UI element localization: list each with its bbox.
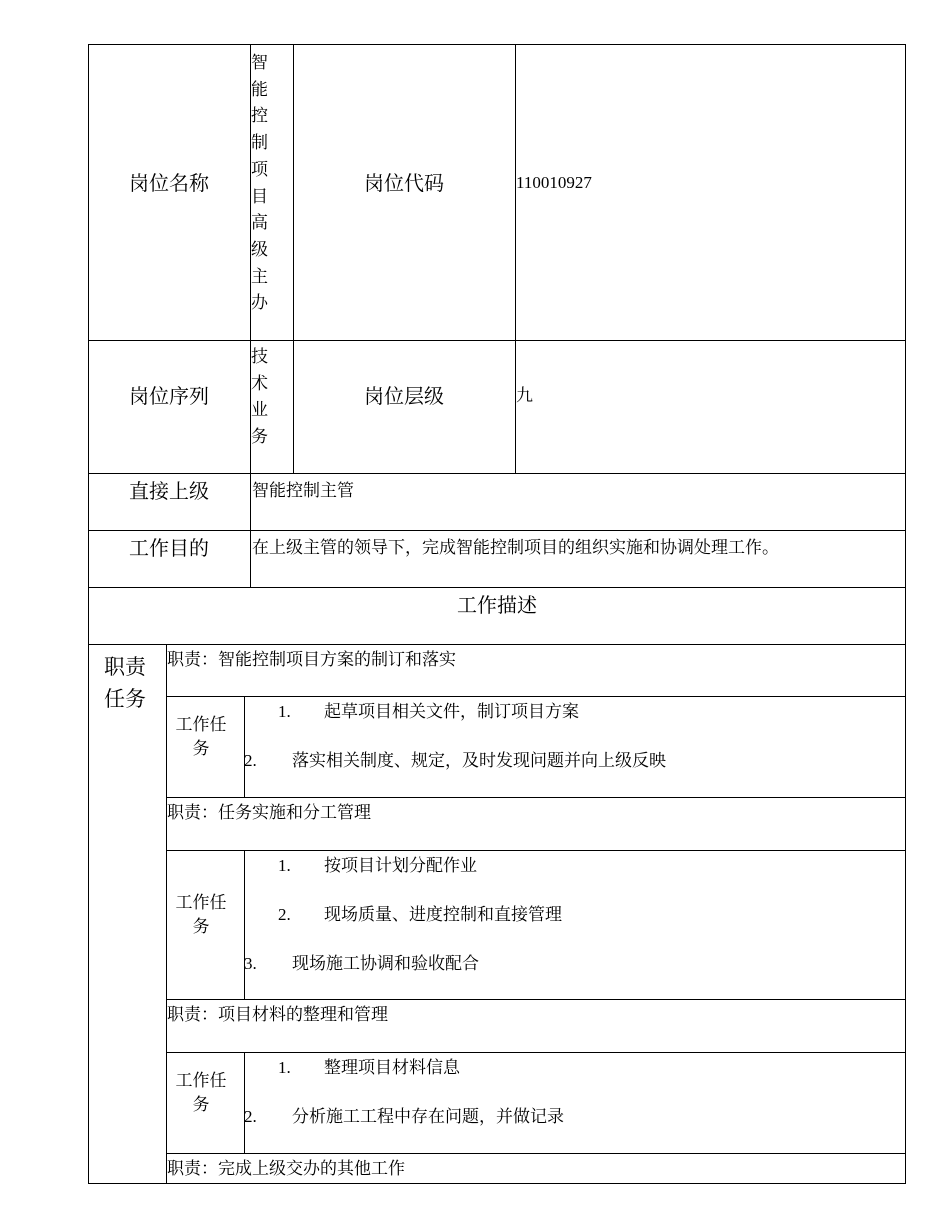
column-divider [244, 696, 245, 797]
task-number: 1. [278, 856, 291, 875]
task-number: 2. [244, 751, 257, 770]
duty-section-label: 职责任务 [104, 655, 146, 711]
duty-title: 职责：项目材料的整理和管理 [167, 1005, 388, 1024]
purpose-value: 在上级主管的领导下，完成智能控制项目的组织实施和协调处理工作。 [252, 538, 779, 557]
position-name-value: 智能控制项目高级主办 [251, 53, 268, 313]
superior-label: 直接上级 [129, 481, 209, 503]
row-divider [166, 1052, 906, 1053]
task-text: 落实相关制度、规定，及时发现问题并向上级反映 [292, 751, 666, 770]
position-sequence-label: 岗位序列 [129, 386, 209, 408]
row-divider [88, 530, 906, 531]
row-divider [166, 1153, 906, 1154]
position-code-value: 110010927 [516, 173, 592, 192]
task-text: 起草项目相关文件，制订项目方案 [324, 702, 579, 721]
task-text: 按项目计划分配作业 [324, 856, 477, 875]
column-divider [244, 850, 245, 999]
row-divider [166, 696, 906, 697]
work-description-title: 工作描述 [457, 595, 537, 617]
task-text: 现场施工协调和验收配合 [292, 954, 479, 973]
row-divider [166, 797, 906, 798]
task-text: 整理项目材料信息 [324, 1058, 460, 1077]
task-label: 工作任务 [175, 715, 227, 758]
purpose-label: 工作目的 [129, 538, 209, 560]
position-sequence-value: 技术业务 [251, 347, 268, 447]
task-label: 工作任务 [175, 1071, 227, 1114]
position-code-label: 岗位代码 [364, 173, 444, 195]
task-number: 1. [278, 1058, 291, 1077]
duty-title: 职责：智能控制项目方案的制订和落实 [167, 650, 456, 669]
task-text: 现场质量、进度控制和直接管理 [324, 905, 562, 924]
position-level-value: 九 [516, 386, 533, 405]
superior-value: 智能控制主管 [252, 481, 354, 500]
task-number: 1. [278, 702, 291, 721]
row-divider [166, 999, 906, 1000]
task-number: 2. [244, 1107, 257, 1126]
position-level-label: 岗位层级 [364, 386, 444, 408]
row-divider [88, 587, 906, 588]
task-text: 分析施工工程中存在问题，并做记录 [292, 1107, 564, 1126]
duty-title: 职责：任务实施和分工管理 [167, 803, 371, 822]
column-divider [244, 1052, 245, 1153]
row-divider [88, 473, 906, 474]
task-number: 2. [278, 905, 291, 924]
position-name-label: 岗位名称 [129, 173, 209, 195]
row-divider [88, 340, 906, 341]
row-divider [166, 850, 906, 851]
task-label: 工作任务 [175, 893, 227, 936]
column-divider [166, 644, 167, 1184]
task-number: 3. [244, 954, 257, 973]
column-divider [515, 44, 516, 473]
row-divider [88, 644, 906, 645]
duty-title: 职责：完成上级交办的其他工作 [167, 1159, 405, 1178]
column-divider [293, 44, 294, 473]
